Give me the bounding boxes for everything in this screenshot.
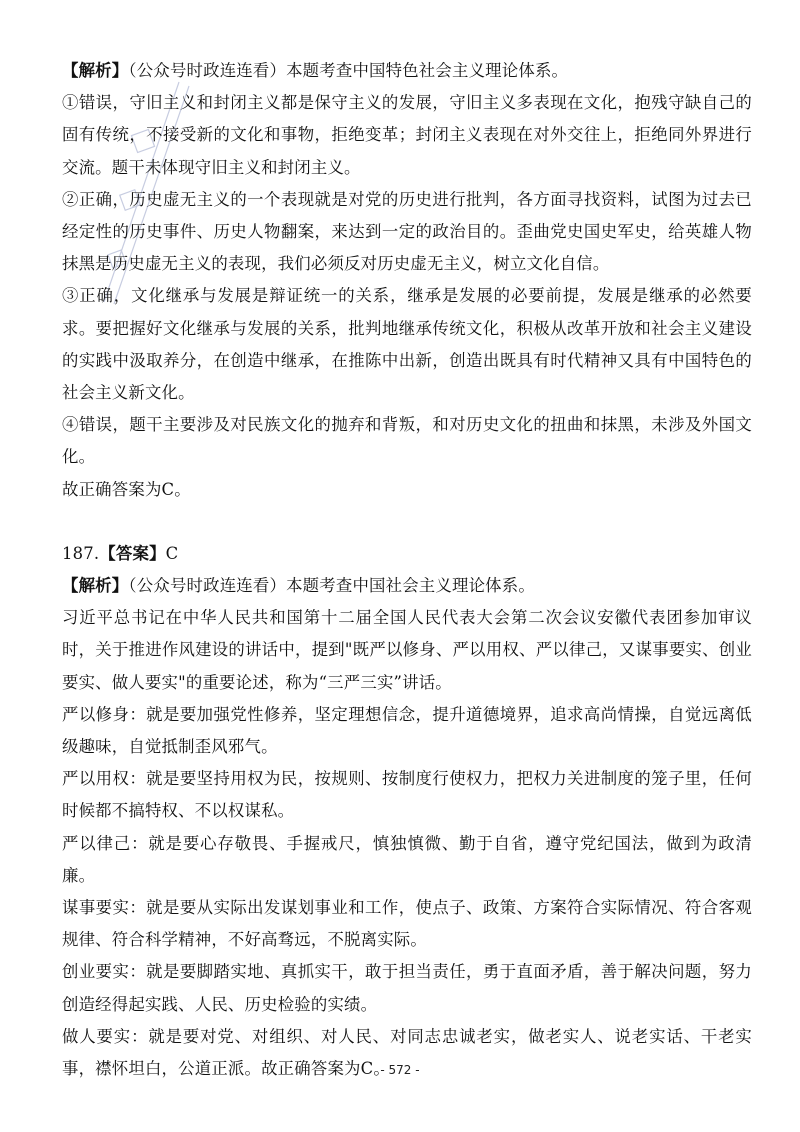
option-4-explanation: ④错误，题干主要涉及对民族文化的抛弃和背叛，和对历史文化的扭曲和抹黑，未涉及外国文化。 xyxy=(62,415,752,467)
answer-value: C xyxy=(165,543,179,563)
intro-paragraph: 习近平总书记在中华人民共和国第十二届全国人民代表大会第二次会议安徽代表团参加审议时，关于推进作风建设的讲话中，提到"既严以修身、严以用权、严以律己，又谋事要实、创业要实、做人要实"的重要论述，称为“三严三实”讲话。 xyxy=(62,608,752,692)
answer-tag: 【答案】 xyxy=(99,543,166,563)
option-2-explanation: ②正确，历史虚无主义的一个表现就是对党的历史进行批判，各方面寻找资料，试图为过去已经定性的历史事件、历史人物翻案，来达到一定的政治目的。歪曲党史国史军史，给英雄人物抹黑是历史虚无主义的表现，我们必须反对历史虚无主义，树立文化自信。 xyxy=(62,189,752,274)
page-number: - 572 - xyxy=(380,1063,420,1077)
question-number: 187. xyxy=(62,543,100,563)
section-gap xyxy=(62,506,752,538)
item-paragraph: 严以用权：就是要坚持用权为民，按规则、按制度行使权力，把权力关进制度的笼子里，任何时候都不搞特权、不以权谋私。 xyxy=(62,769,752,821)
analysis-tag: 【解析】 xyxy=(62,61,129,80)
main-content xyxy=(62,55,752,1085)
item-paragraph: 做人要实：就是要对党、对组织、对人民、对同志忠诚老实，做老实人、说老实话、干老实事，襟怀坦白，公道正派。故正确答案为C。 xyxy=(62,1026,752,1079)
option-1-explanation: ①错误，守旧主义和封闭主义都是保守主义的发展，守旧主义多表现在文化，抱残守缺自己的固有传统，不接受新的文化和事物，拒绝变革；封闭主义表现在对外交往上，拒绝同外界进行交流。题干未体现守旧主义和封闭主义。 xyxy=(62,93,752,177)
analysis-text: （公众号时政连连看）本题考查中国特色社会主义理论体系。 xyxy=(128,61,569,80)
answer-line xyxy=(62,538,752,570)
item-paragraph: 谋事要实：就是要从实际出发谋划事业和工作，使点子、政策、方案符合实际情况、符合客观规律、符合科学精神，不好高骛远，不脱离实际。 xyxy=(62,898,752,950)
item-paragraph: 严以律己：就是要心存敬畏、手握戒尺，慎独慎微、勤于自省，遵守党纪国法，做到为政清廉。 xyxy=(62,833,752,885)
analysis-paragraph xyxy=(62,55,752,87)
analysis-paragraph-2 xyxy=(62,570,752,602)
option-3-explanation: ③正确，文化继承与发展是辩证统一的关系，继承是发展的必要前提，发展是继承的必然要求。要把握好文化继承与发展的关系，批判地继承传统文化，积极从改革开放和社会主义建设的实践中汲取养分，在创造中继承，在推陈中出新，创造出既具有时代精神又具有中国特色的社会主义新文化。 xyxy=(62,286,752,403)
analysis-text-2: （公众号时政连连看）本题考查中国社会主义理论体系。 xyxy=(128,576,535,596)
conclusion-line: 故正确答案为C。 xyxy=(62,479,191,499)
item-paragraph: 创业要实：就是要脚踏实地、真抓实干，敢于担当责任，勇于直面矛盾，善于解决问题，努力创造经得起实践、人民、历史检验的实绩。 xyxy=(62,962,752,1014)
analysis-tag-2: 【解析】 xyxy=(62,576,129,596)
item-paragraph: 严以修身：就是要加强党性修养，坚定理想信念，提升道德境界，追求高尚情操，自觉远离低级趣味，自觉抵制歪风邪气。 xyxy=(62,704,752,757)
